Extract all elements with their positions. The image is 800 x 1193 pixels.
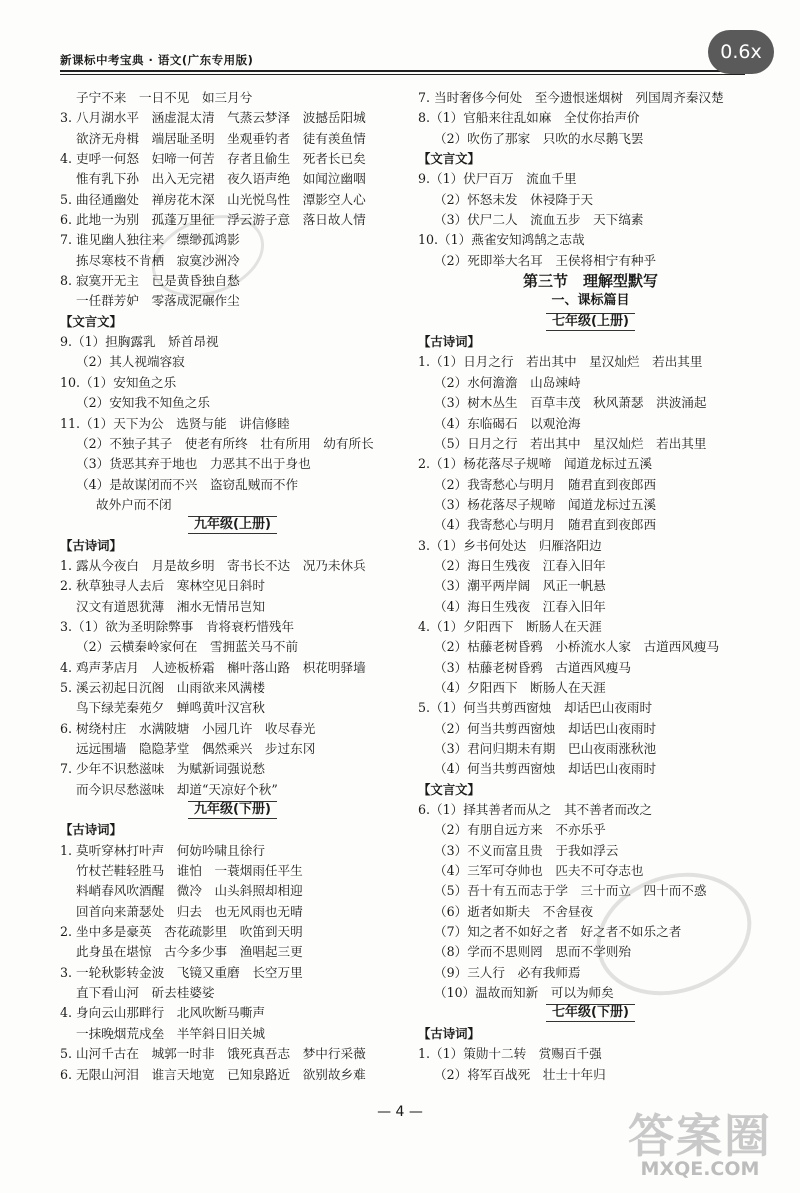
answer-line: 7. 谁见幽人独往来 缥缈孤鸿影 (60, 232, 240, 248)
running-header: 新课标中考宝典 · 语文(广东专用版) (60, 53, 254, 67)
answer-line: （4）我寄愁心与明月 随君直到夜郎西 (434, 517, 657, 533)
answer-line: 4. 鸡声茅店月 人迹板桥霜 槲叶落山路 枳花明驿墙 (60, 659, 366, 675)
answer-line: 4.（1）夕阳西下 断肠人在天涯 (418, 618, 602, 634)
section-label: 【文言文】 (418, 151, 480, 167)
answer-line: （4）三军可夺帅也 匹夫不可夺志也 (434, 863, 644, 879)
answer-line: 回首向来萧瑟处 归去 也无风雨也无晴 (76, 903, 303, 919)
answer-line: 2. 坐中多是豪英 杏花疏影里 吹笛到天明 (60, 924, 303, 940)
answer-line: 6. 树绕村庄 水满陂塘 小园几许 收尽春光 (60, 720, 316, 736)
section-label: 【古诗词】 (60, 822, 122, 838)
header-rule (60, 70, 745, 72)
answer-line: （2）将军百战死 壮士十年归 (434, 1066, 606, 1082)
answer-line: （4）何当共剪西窗烛 却话巴山夜雨时 (434, 761, 657, 777)
answer-line: 6. 此地一为别 孤蓬万里征 浮云游子意 落日故人情 (60, 212, 366, 228)
answer-line: （2）不独子其子 使老有所终 壮有所用 幼有所长 (76, 435, 374, 451)
answer-line: 直下看山河 斫去桂婆娑 (76, 985, 215, 1001)
grade-heading-label: 七年级(上册) (546, 313, 635, 331)
section-label: 【古诗词】 (418, 334, 480, 350)
answer-line: （6）逝者如斯夫 不舍昼夜 (434, 903, 594, 919)
sub-heading: 一、课标篇目 (551, 293, 630, 309)
answer-line: （2）云横秦岭家何在 雪拥蓝关马不前 (76, 639, 299, 655)
answer-line: 7. 当时奢侈今何处 至今遗恨迷烟树 列国周齐秦汉楚 (418, 90, 724, 105)
answer-line: 8. 寂寞开无主 已是黄昏独自愁 (60, 273, 240, 289)
section-label: 【文言文】 (60, 313, 122, 329)
watermark-logo-text: 答案圈 (628, 1109, 772, 1163)
answer-line: （3）枯藤老树昏鸦 古道西风瘦马 (434, 659, 631, 675)
answer-line: 10.（1）燕雀安知鸿鹄之志哉 (418, 232, 585, 248)
zoom-level-badge[interactable]: 0.6x (708, 30, 774, 74)
answer-line: （9）三人行 必有我师焉 (434, 964, 581, 980)
answer-line: 故外户而不闭 (96, 496, 172, 512)
answer-line: 1.（1）日月之行 若出其中 星汉灿烂 若出其里 (418, 354, 703, 370)
answer-line: （2）有朋自远方来 不亦乐乎 (434, 822, 606, 838)
answer-line: （2）水何澹澹 山岛竦峙 (434, 374, 581, 390)
page-number: — 4 — (377, 1104, 423, 1120)
grade-heading (60, 515, 405, 535)
answer-line: 一任群芳妒 零落成泥碾作尘 (76, 293, 240, 309)
answer-line: （3）树木丛生 百草丰茂 秋风萧瑟 洪波涌起 (434, 395, 707, 411)
answer-line: 远远围墙 隐隐茅堂 偶然乘兴 步过东冈 (76, 741, 316, 756)
answer-line: （2）怀怒未发 休祲降于天 (434, 191, 594, 207)
answer-line: （3）不义而富且贵 于我如浮云 (434, 842, 619, 858)
answer-line: 3. 八月湖水平 涵虚混太清 气蒸云梦泽 波撼岳阳城 (60, 110, 366, 126)
answer-line: 4. 身向云山那畔行 北风吹断马嘶声 (60, 1005, 265, 1021)
answer-line: 一抹晚烟荒戍垒 半竿斜日旧关城 (76, 1025, 265, 1041)
answer-line: 鸟下绿芜秦苑夕 蝉鸣黄叶汉宫秋 (76, 700, 265, 716)
answer-line: 8.（1）官船来往乱如麻 全仗你抬声价 (418, 110, 640, 126)
answer-line: （3）杨花落尽子规啼 闻道龙标过五溪 (434, 496, 657, 512)
section-label: 【古诗词】 (60, 537, 122, 553)
answer-line: 3.（1）乡书何处达 归雁洛阳边 (418, 537, 602, 553)
answer-line: （2）枯藤老树昏鸦 小桥流水人家 古道西风瘦马 (434, 639, 720, 655)
answer-line: 而今识尽愁滋味 却道“天凉好个秋” (76, 781, 278, 797)
answer-line: 6. 无限山河泪 谁言天地宽 已知泉路近 欲别故乡难 (60, 1066, 366, 1082)
answer-line: 竹杖芒鞋轻胜马 谁怕 一蓑烟雨任平生 (76, 863, 303, 879)
answer-line: （3）货恶其弃于地也 力恶其不出于身也 (76, 456, 311, 472)
answer-line: 5. 曲径通幽处 禅房花木深 山光悦鸟性 潭影空人心 (60, 191, 366, 207)
answer-line: （2）安知我不知鱼之乐 (76, 395, 210, 411)
answer-line: （3）潮平两岸阔 风正一帆悬 (434, 578, 606, 594)
answer-line: 4. 吏呼一何怒 妇啼一何苦 存者且偷生 死者长已矣 (60, 151, 366, 167)
answer-line: （4）东临碣石 以观沧海 (434, 415, 581, 431)
section-label: 【古诗词】 (418, 1025, 480, 1041)
answer-line: 10.（1）安知鱼之乐 (60, 374, 177, 390)
grade-heading (60, 800, 405, 820)
answer-line: （2）其人视端容寂 (76, 354, 185, 370)
answer-line: 1. 露从今夜白 月是故乡明 寄书长不达 况乃未休兵 (60, 557, 366, 573)
answer-line: （2）我寄愁心与明月 随君直到夜郎西 (434, 476, 657, 492)
answer-line: （4）夕阳西下 断肠人在天涯 (434, 679, 606, 695)
header-rule-thin (60, 74, 745, 75)
section-label: 【文言文】 (418, 781, 480, 797)
answer-line: 2. 秋草独寻人去后 寒林空见日斜时 (60, 578, 265, 594)
answer-line: 此身虽在堪惊 古今多少事 渔唱起三更 (76, 944, 303, 960)
answer-line: （7）知之者不如好之者 好之者不如乐之者 (434, 924, 682, 940)
answer-line: 5.（1）何当共剪西窗烛 却话巴山夜雨时 (418, 700, 653, 716)
answer-line: （2）吹伤了那家 只吹的水尽鹅飞罢 (434, 130, 644, 146)
answer-line: 9.（1）伏尸百万 流血千里 (418, 171, 577, 187)
answer-line: 9.（1）担胸露乳 矫首昂视 (60, 334, 219, 350)
answer-line: 子宁不来 一日不见 如三月兮 (76, 90, 253, 105)
answer-line: 6.（1）择其善者而从之 其不善者而改之 (418, 802, 653, 818)
site-watermark (610, 1100, 790, 1185)
grade-heading-label: 九年级(上册) (188, 516, 277, 534)
answer-line: （5）吾十有五而志于学 三十而立 四十而不惑 (434, 883, 707, 899)
grade-heading-label: 七年级(下册) (546, 1004, 635, 1022)
right-column (418, 88, 763, 1085)
grade-heading (418, 1003, 763, 1023)
chapter-title: 第三节 理解型默写 (522, 272, 658, 291)
answer-line: 2.（1）杨花落尽子规啼 闻道龙标过五溪 (418, 456, 653, 472)
answer-line: 7. 少年不识愁滋味 为赋新词强说愁 (60, 761, 265, 777)
answer-line: （2）死即举大名耳 王侯将相宁有种乎 (434, 252, 657, 268)
answer-line: （3）君问归期未有期 巴山夜雨涨秋池 (434, 741, 657, 756)
left-column (60, 88, 405, 1085)
answer-line: 5. 溪云初起日沉阁 山雨欲来风满楼 (60, 679, 265, 695)
answer-line: 1. 莫听穿林打叶声 何妨吟啸且徐行 (60, 842, 265, 858)
watermark-url: MXQE.COM (640, 1158, 760, 1180)
answer-line: （10）温故而知新 可以为师矣 (434, 985, 614, 1001)
answer-line: 5. 山河千古在 城郭一时非 饿死真吾志 梦中行采薇 (60, 1046, 366, 1062)
answer-line: （2）海日生残夜 江春入旧年 (434, 557, 606, 573)
answer-line: 料峭春风吹酒醒 微冷 山头斜照却相迎 (76, 883, 303, 899)
answer-line: （8）学而不思则罔 思而不学则殆 (434, 944, 631, 960)
answer-line: 欲济无舟楫 端居耻圣明 坐观垂钓者 徒有羡鱼情 (76, 130, 366, 146)
answer-line: （4）是故谋闭而不兴 盗窃乱贼而不作 (76, 476, 299, 492)
answer-line: （2）何当共剪西窗烛 却话巴山夜雨时 (434, 720, 657, 736)
answer-line: 1.（1）策勋十二转 赏赐百千强 (418, 1046, 602, 1062)
answer-line: （4）海日生残夜 江春入旧年 (434, 598, 606, 614)
grade-heading-label: 九年级(下册) (188, 801, 277, 819)
answer-line: 3. 一轮秋影转金波 飞镜又重磨 长空万里 (60, 964, 303, 980)
answer-line: 11.（1）天下为公 选贤与能 讲信修睦 (60, 415, 290, 431)
answer-line: （5）日月之行 若出其中 星汉灿烂 若出其里 (434, 435, 707, 451)
answer-line: 汉文有道恩犹薄 湘水无情吊岂知 (76, 598, 265, 614)
answer-line: 拣尽寒枝不肯栖 寂寞沙洲冷 (76, 252, 240, 268)
grade-heading (418, 312, 763, 332)
answer-line: 3.（1）欲为圣明除弊事 肯将衰朽惜残年 (60, 618, 295, 634)
answer-line: （3）伏尸二人 流血五步 天下缟素 (434, 212, 644, 228)
answer-line: 惟有乳下孙 出入无完裙 夜久语声绝 如闻泣幽咽 (76, 171, 366, 187)
